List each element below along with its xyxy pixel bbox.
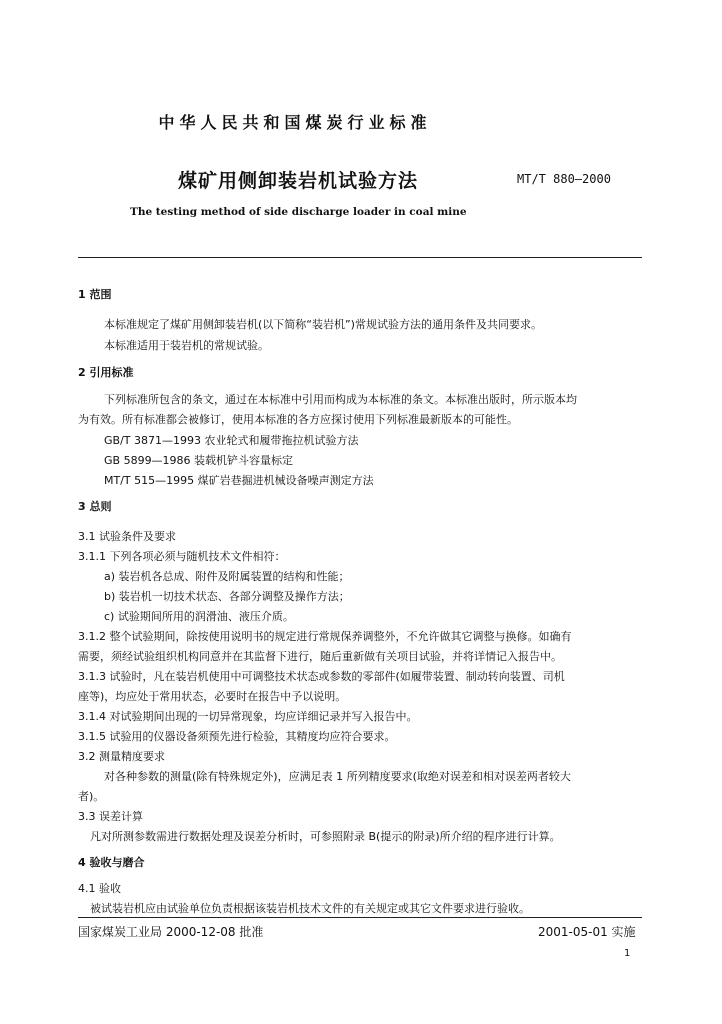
section-1-paragraph: 本标准适用于装岩机的常规试验。 (104, 339, 269, 352)
list-item: a) 装岩机各总成、附件及附属装置的结构和性能； (104, 570, 350, 583)
section-1-paragraph: 本标准规定了煤矿用侧卸装岩机(以下简称“装岩机”)常规试验方法的通用条件及共同要求。 (104, 318, 542, 331)
reference-item: GB 5899—1986 装载机铲斗容量标定 (104, 454, 294, 467)
reference-item: MT/T 515—1995 煤矿岩巷掘进机械设备噪声测定方法 (104, 474, 374, 487)
clause-heading: 3.3 误差计算 (78, 810, 143, 823)
clause-text: 凡对所测参数需进行数据处理及误差分析时，可参照附录 B(提示的附录)所介绍的程序进行计算。 (90, 830, 561, 843)
section-2-heading: 2 引用标准 (78, 366, 134, 379)
clause-text: 3.1.4 对试验期间出现的一切异常现象，均应详细记录并写入报告中。 (78, 710, 418, 723)
section-3-heading: 3 总则 (78, 500, 112, 513)
standard-code: MT/T 880—2000 (517, 172, 611, 186)
reference-item: GB/T 3871—1993 农业轮式和履带拖拉机试验方法 (104, 434, 359, 447)
clause-text: 3.1.2 整个试验期间，除按使用说明书的规定进行常规保养调整外，不允许做其它调整与换修。如确有 (78, 630, 572, 643)
page-number: 1 (624, 948, 631, 959)
section-2-paragraph: 为有效。所有标准都会被修订，使用本标准的各方应探讨使用下列标准最新版本的可能性。 (78, 413, 518, 426)
clause-text: 者)。 (78, 790, 105, 803)
effective-date: 2001-05-01 实施 (538, 925, 636, 939)
clause-text: 座等)，均应处于常用状态，必要时在报告中予以说明。 (78, 690, 347, 703)
list-item: c) 试验期间所用的润滑油、液压介质。 (104, 610, 294, 623)
clause-text: 被试装岩机应由试验单位负责根据该装岩机技术文件的有关规定或其它文件要求进行验收。 (90, 902, 530, 915)
english-title: The testing method of side discharge loader in coal mine (130, 206, 467, 218)
document-title: 煤矿用侧卸装岩机试验方法 (178, 170, 419, 192)
clause-heading: 3.1 试验条件及要求 (78, 530, 176, 543)
clause-text: 3.1.1 下列各项必须与随机技术文件相符： (78, 550, 286, 563)
clause-text: 对各种参数的测量(除有特殊规定外)，应满足表 1 所列精度要求(取绝对误差和相对误差两者较大 (104, 770, 571, 783)
clause-heading: 3.2 测量精度要求 (78, 750, 165, 763)
list-item: b) 装岩机一切技术状态、各部分调整及操作方法； (104, 590, 350, 603)
standard-org-heading: 中华人民共和国煤炭行业标准 (158, 113, 432, 132)
section-4-heading: 4 验收与磨合 (78, 856, 145, 869)
clause-text: 3.1.5 试验用的仪器设备须预先进行检验，其精度均应符合要求。 (78, 730, 396, 743)
clause-text: 需要，须经试验组织机构同意并在其监督下进行，随后重新做有关项目试验，并将详情记入报告中。 (78, 650, 562, 663)
section-2-paragraph: 下列标准所包含的条文，通过在本标准中引用而构成为本标准的条文。本标准出版时，所示版本均 (104, 393, 577, 406)
approval-date: 国家煤炭工业局 2000-12-08 批准 (78, 925, 264, 939)
header-divider (78, 257, 642, 258)
section-1-heading: 1 范围 (78, 288, 112, 301)
footer-divider (78, 917, 642, 918)
clause-text: 3.1.3 试验时，凡在装岩机使用中可调整技术状态或参数的零部件(如履带装置、制动转向装置、司机 (78, 670, 565, 683)
clause-heading: 4.1 验收 (78, 882, 121, 895)
